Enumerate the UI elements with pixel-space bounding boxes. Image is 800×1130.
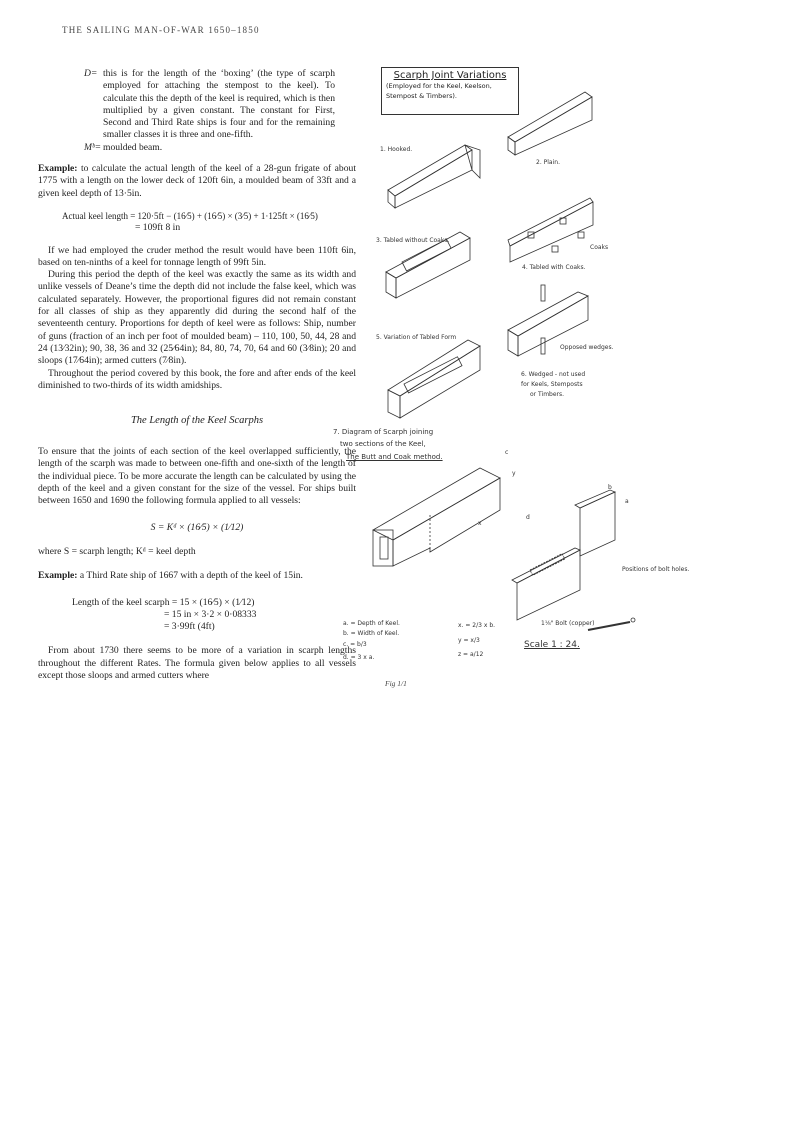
where-line: where S = scarph length; Kᵈ = keel depth	[38, 545, 196, 557]
label-plain: 2. Plain.	[536, 159, 560, 166]
legend-right-x: x. = 2/3 x b.	[458, 622, 496, 629]
paragraph: During this period the depth of the keel was exactly the same as its width and unlike vessels of Deane’s time the depth did not include the false keel, which was calculated separately. However, the proportional figures did not remain constant for all classes of ship as they apparently did during the second half of the seventeenth century. Proportions for depth of keel were as follows: Ship, number of guns (fraction of an inch per foot of moulded beam) – 110, 100, 50, 44, 28 and 24 (13⁄32in); 90, 38, 36 and 32 (25⁄64in); 84, 80, 74, 70, 64 and 60 (3⁄8in); 20 and sloops (17⁄64in); armed cutters (7⁄8in).	[38, 269, 356, 367]
dim-x: x	[478, 520, 482, 527]
definition-term-d: D=	[84, 68, 98, 79]
hooked-scarph-drawing	[388, 145, 480, 208]
label-variation: 5. Variation of Tabled Form	[376, 334, 457, 341]
label-bolt: 1⅛" Bolt (copper)	[541, 620, 595, 627]
formula-1-line-1: Actual keel length = 120·5ft − (16⁄5) + (16⁄5) × (3⁄5) + 1·125ft × (16⁄5)	[62, 210, 318, 221]
dim-b: b	[608, 484, 612, 491]
definition-term-mb: Mᵇ=	[84, 141, 102, 153]
body-paragraph-2: To ensure that the joints of each section of the keel overlapped sufficiently, the length of the scarph was made to between one-fifth and one-sixth of the length of the individual piece. To be more accurate the length can be calculated by using the depth of the keel and a given constant for the size of the vessel. For ships built between 1650 and 1690 the following formula applied to all vessels:	[38, 446, 356, 507]
legend-left-b: b. = Width of Keel.	[343, 630, 400, 637]
legend-left-a: a. = Depth of Keel.	[343, 620, 400, 627]
example-label: Example:	[38, 570, 78, 582]
paragraph: Throughout the period covered by this book, the fore and after ends of the keel diminished to two-thirds of its width amidships.	[38, 367, 356, 391]
formula-3-line-1: Length of the keel scarph = 15 × (16⁄5) × (1⁄12)	[72, 596, 255, 608]
label-wedged-3: or Timbers.	[530, 391, 565, 398]
legend-left-d: d. = 3 x a.	[343, 654, 375, 661]
figure-subtitle-line: (Employed for the Keel, Keelson,	[386, 82, 492, 90]
label-tabled-with: 4. Tabled with Coaks.	[522, 264, 586, 271]
body-paragraph-3: From about 1730 there seems to be more of a variation in scarph lengths throughout the different Rates. The formula given below applies to all vessels except those sloops and armed cutters where	[38, 645, 356, 681]
dim-y: y	[512, 470, 516, 477]
label-wedged-1: 6. Wedged - not used	[521, 371, 586, 378]
dim-d: d	[526, 514, 530, 521]
dim-a: a	[625, 498, 629, 505]
running-header: THE SAILING MAN-OF-WAR 1650–1850	[62, 25, 260, 35]
label-wedged-2: for Keels, Stemposts	[521, 381, 583, 388]
butt-coak-right-drawing	[512, 490, 635, 630]
formula-3-line-2: = 15 in × 3·2 × 0·08333	[164, 608, 257, 620]
label-butt-coak: The Butt and Coak method.	[346, 453, 443, 461]
section-heading: The Length of the Keel Scarphs	[130, 415, 264, 427]
figure-subtitle-line: Stempost & Timbers).	[386, 92, 457, 100]
definition-text-mb: moulded beam.	[103, 141, 163, 153]
label-diagram7-2: two sections of the Keel,	[340, 440, 426, 448]
label-hooked: 1. Hooked.	[380, 146, 413, 153]
paragraph: If we had employed the cruder method the result would have been 110ft 6in, based on ten-ninths of a keel for tonnage length of 99ft 5in.	[38, 244, 356, 268]
legend-right-y: y = x/3	[458, 637, 480, 644]
formula-1-line-2: = 109ft 8 in	[135, 222, 181, 234]
figure-caption: Fig 1/1	[385, 679, 407, 688]
example-label: Example:	[38, 163, 78, 175]
formula-3-line-3: = 3·99ft (4ft)	[164, 621, 215, 633]
label-diagram7-1: 7. Diagram of Scarph joining	[333, 428, 434, 436]
label-coaks: Coaks	[590, 244, 609, 251]
tabled-coaks-drawing	[508, 198, 593, 262]
variation-tabled-drawing	[388, 340, 480, 418]
legend-right-z: z = a/12	[458, 651, 484, 658]
label-opposed-wedges: Opposed wedges.	[560, 344, 614, 351]
formula-2: S = Kᵈ × (16⁄5) × (1⁄12)	[150, 521, 244, 533]
butt-coak-left-drawing	[373, 468, 500, 566]
label-bolt-holes: Positions of bolt holes.	[622, 566, 690, 573]
plain-scarph-drawing	[508, 92, 592, 155]
legend-left-c: c. = b/3	[343, 641, 367, 648]
definition-text-d: this is for the length of the ‘boxing’ (the type of scarph employed for attaching the stempost to the keel). To calculate this the depth of the keel is required, which is then multiplied by a given constant. The constant for First, Second and Third Rate ships is four and for the remaining smaller classes it is three and one-fifth.	[103, 68, 335, 141]
figure-title: Scarph Joint Variations	[393, 70, 507, 81]
example-text: a Third Rate ship of 1667 with a depth of the keel of 15in.	[79, 570, 303, 582]
dim-c: c	[505, 449, 509, 456]
label-scale: Scale 1 : 24.	[524, 640, 580, 650]
example-text: to calculate the actual length of the keel of a 28-gun frigate of about 1775 with a length on the lower deck of 120ft 6in, a moulded beam of 33ft and a given keel depth of 13·5in.	[38, 163, 356, 199]
label-tabled-without: 3. Tabled without Coaks.	[376, 237, 450, 244]
